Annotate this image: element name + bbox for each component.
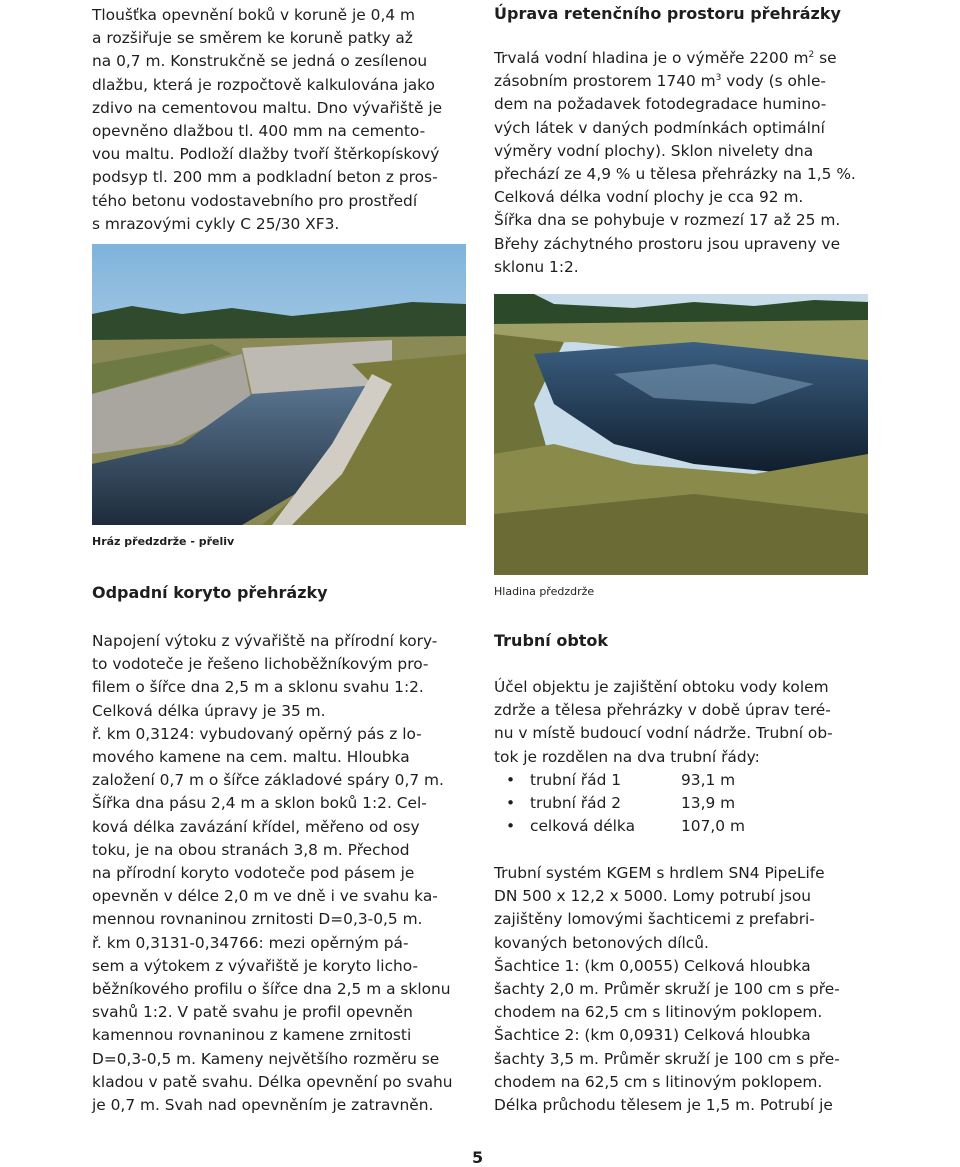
text-line: kladou v patě svahu. Délka opevnění po svahu: [92, 1072, 453, 1091]
text-line: podsyp tl. 200 mm a podkladní beton z pros-: [92, 168, 438, 187]
text-fragment: se: [814, 49, 837, 67]
text-line: sklonu 1:2.: [494, 257, 579, 276]
text-line: DN 500 x 12,2 x 5000. Lomy potrubí jsou: [494, 887, 812, 906]
text-line: a rozšiřuje se směrem ke koruně patky až: [92, 29, 413, 48]
text-line: chodem na 62,5 cm s litinovým poklopem.: [494, 1003, 823, 1022]
text-line: filem o šířce dna 2,5 m a sklonu svahu 1:2.: [92, 678, 424, 697]
pipe-lengths-list: [506, 769, 866, 839]
text-line: vých látek v daných podmínkách optimální: [494, 118, 825, 137]
text-line: ř. km 0,3124: vybudovaný opěrný pás z lo-: [92, 724, 422, 743]
text-line: Šachtice 1: (km 0,0055) Celková hloubka: [494, 956, 811, 975]
retention-paragraph: [494, 47, 868, 279]
text-fragment: vody (s ohle-: [721, 72, 826, 91]
list-item-name: celková délka: [530, 817, 636, 836]
list-item-value: 13,9 m: [681, 794, 736, 813]
superscript: 3: [715, 73, 722, 84]
text-line: D=0,3-0,5 m. Kameny největšího rozměru se: [92, 1049, 440, 1068]
text-line: Celková délka vodní plochy je cca 92 m.: [494, 188, 804, 207]
text-line: šachty 3,5 m. Průměr skruží je 100 cm s pře-: [494, 1049, 840, 1068]
left-top-paragraph: [92, 4, 466, 236]
text-line: Napojení výtoku z vývařiště na přírodní kory-: [92, 632, 438, 650]
text-line: Trubní systém KGEM s hrdlem SN4 PipeLife: [494, 864, 825, 882]
text-line: dem na požadavek fotodegradace humino-: [494, 95, 827, 114]
superscript: 2: [808, 49, 815, 60]
text-line: zajištěny lomovými šachticemi z prefabri-: [494, 910, 815, 929]
list-item-name: trubní řád 2: [530, 794, 622, 813]
dam-spillway-photo: [92, 244, 466, 525]
text-line: [494, 47, 868, 70]
text-line: Účel objektu je zajištění obtoku vody kolem: [494, 678, 829, 696]
text-line: dlažbu, která je rozpočtově kalkulována jako: [92, 75, 435, 94]
text-line: šachty 2,0 m. Průměr skruží je 100 cm s pře-: [494, 980, 840, 999]
text-line: Břehy záchytného prostoru jsou upraveny ve: [494, 234, 841, 253]
text-line: opevněn v délce 2,0 m ve dně i ve svahu ka-: [92, 887, 438, 906]
outflow-channel-paragraph: [92, 630, 466, 1117]
pipe-system-paragraph: [494, 862, 868, 1117]
text-line: kovaných betonových dílců.: [494, 933, 709, 952]
list-item: [506, 769, 866, 792]
list-item-name: trubní řád 1: [530, 771, 622, 789]
text-line: zdivo na cementovou maltu. Dno vývařiště je: [92, 98, 443, 117]
text-line: s mrazovými cykly C 25/30 XF3.: [92, 214, 340, 233]
bullet-icon: •: [506, 794, 516, 813]
text-line: svahů 1:2. V patě svahu je profil opevněn: [92, 1003, 413, 1022]
bullet-icon: •: [506, 771, 516, 789]
bullet-icon: •: [506, 817, 516, 836]
page-number: 5: [472, 1148, 484, 1167]
text-line: běžníkového profilu o šířce dna 2,5 m a sklonu: [92, 980, 451, 999]
text-fragment: zásobním prostorem 1740 m: [494, 72, 716, 91]
list-item-value: 107,0 m: [681, 817, 745, 836]
text-line: Šířka dna pásu 2,4 m a sklon boků 1:2. Cel-: [92, 794, 427, 813]
text-line: nu v místě budoucí vodní nádrže. Trubní ob-: [494, 724, 833, 743]
text-line: [494, 70, 868, 93]
text-line: ř. km 0,3131-0,34766: mezi opěrným pá-: [92, 933, 409, 952]
text-line: toku, je na obou stranách 3,8 m. Přechod: [92, 840, 410, 859]
outflow-channel-heading: Odpadní koryto přehrázky: [92, 583, 328, 602]
list-item: [506, 792, 866, 815]
right-photo-caption: Hladina předzdrže: [494, 585, 595, 598]
text-line: to vodoteče je řešeno lichoběžníkovým pro-: [92, 655, 429, 674]
text-line: na 0,7 m. Konstrukčně se jedná o zesílenou: [92, 52, 428, 71]
list-item: [506, 815, 866, 838]
text-line: tok je rozdělen na dva trubní řády:: [494, 747, 760, 766]
text-line: kamennou rovnaninou z kamene zrnitosti: [92, 1026, 412, 1045]
text-line: chodem na 62,5 cm s litinovým poklopem.: [494, 1072, 823, 1091]
text-line: na přírodní koryto vodoteče pod pásem je: [92, 864, 415, 883]
left-photo-caption: Hráz předzdrže - přeliv: [92, 535, 235, 548]
text-line: ková délka zavázání křídel, měřeno od osy: [92, 817, 420, 836]
text-line: Šachtice 2: (km 0,0931) Celková hloubka: [494, 1026, 811, 1045]
text-line: opevněno dlažbou tl. 400 mm na cemento-: [92, 122, 426, 141]
text-line: sem a výtokem z vývařiště je koryto licho-: [92, 956, 419, 975]
pipe-bypass-heading: Trubní obtok: [494, 631, 609, 650]
retention-heading: Úprava retenčního prostoru přehrázky: [494, 4, 841, 23]
text-line: zdrže a tělesa přehrázky v době úprav teré-: [494, 701, 831, 720]
text-line: založení 0,7 m o šířce základové spáry 0,7 m.: [92, 771, 444, 790]
text-line: tého betonu vodostavebního pro prostředí: [92, 191, 418, 210]
text-line: výměry vodní plochy). Sklon nivelety dna: [494, 141, 814, 160]
text-line: vou maltu. Podloží dlažby tvoří štěrkopískový: [92, 145, 440, 164]
text-line: Celková délka úpravy je 35 m.: [92, 701, 326, 720]
text-line: je 0,7 m. Svah nad opevněním je zatravněn.: [92, 1096, 434, 1115]
text-line: mennou rovnaninou zrnitosti D=0,3-0,5 m.: [92, 910, 423, 929]
pipe-bypass-intro: [494, 676, 868, 769]
text-line: přechází ze 4,9 % u tělesa přehrázky na 1,5 %.: [494, 165, 856, 184]
text-line: Tloušťka opevnění boků v koruně je 0,4 m: [92, 6, 416, 24]
text-fragment: Trvalá vodní hladina je o výměře 2200 m: [494, 49, 809, 67]
text-line: Šířka dna se pohybuje v rozmezí 17 až 25 m.: [494, 211, 841, 230]
text-line: Délka průchodu tělesem je 1,5 m. Potrubí je: [494, 1096, 833, 1115]
text-line: mového kamene na cem. maltu. Hloubka: [92, 748, 410, 767]
list-item-value: 93,1 m: [681, 771, 736, 789]
pond-surface-photo: [494, 294, 868, 575]
